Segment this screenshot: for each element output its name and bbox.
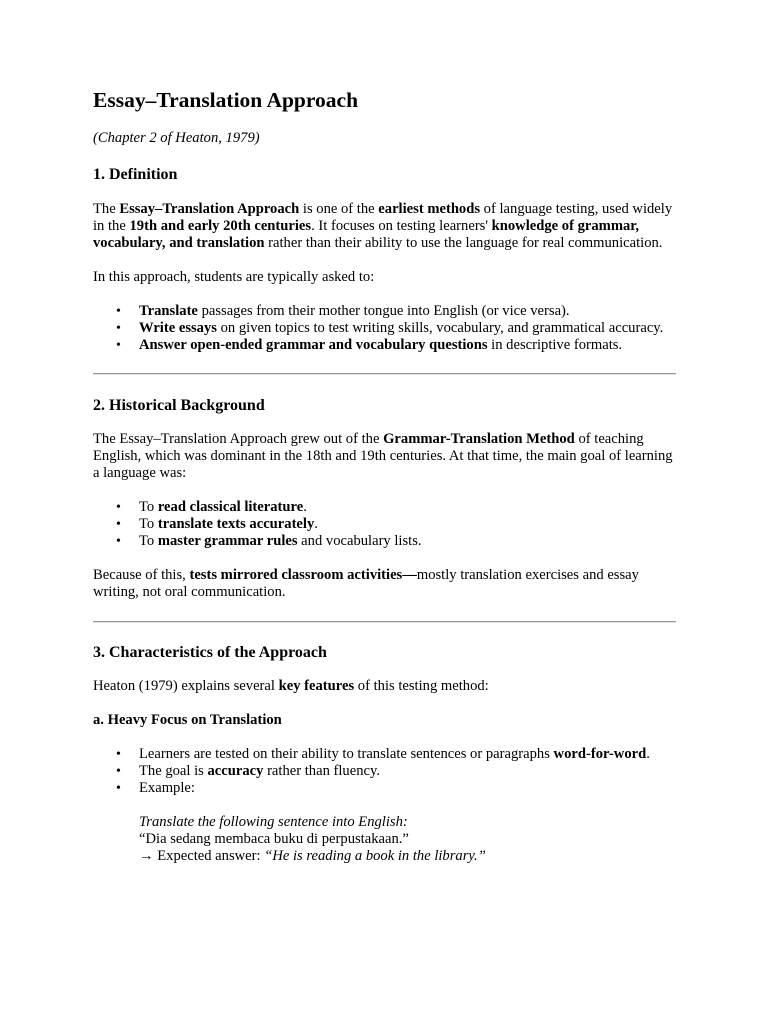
approach-task-list: [93, 303, 678, 354]
example-instruction: Translate the following sentence into English:: [139, 814, 408, 830]
section-characteristics-heading: 3. Characteristics of the Approach: [93, 644, 327, 661]
list-item: • Translate passages from their mother tongue into English (or vice versa).: [139, 303, 678, 320]
list-item: • Answer open-ended grammar and vocabulary questions in descriptive formats.: [139, 337, 678, 354]
list-item: • Learners are tested on their ability to translate sentences or paragraphs word-for-word.: [139, 746, 678, 763]
section-divider: [93, 621, 676, 623]
list-item: • Write essays on given topics to test writing skills, vocabulary, and grammatical accuracy.: [139, 320, 678, 337]
page-title: Essay–Translation Approach: [93, 88, 359, 112]
approach-intro-paragraph: In this approach, students are typically asked to:: [93, 269, 375, 285]
list-item: • To translate texts accurately.: [139, 516, 678, 533]
example-source-sentence: “Dia sedang membaca buku di perpustakaan.”: [139, 831, 409, 847]
document-body: [93, 86, 678, 865]
list-item: • Example:: [139, 780, 678, 797]
list-item: • To read classical literature.: [139, 499, 678, 516]
history-paragraph: The Essay–Translation Approach grew out of the Grammar-Translation Method of teaching English, which was dominant in the 18th and 19th centuries. At that time, the main goal of learning a language was:: [93, 431, 673, 481]
example-expected-answer: → Expected answer: “He is reading a book in the library.”: [139, 848, 486, 864]
characteristics-intro-paragraph: Heaton (1979) explains several key features of this testing method:: [93, 678, 489, 694]
subsection-translation-heading: a. Heavy Focus on Translation: [93, 712, 282, 728]
section-divider: [93, 373, 676, 375]
learning-goals-list: [93, 499, 678, 550]
list-item: • To master grammar rules and vocabulary lists.: [139, 533, 678, 550]
section-history-heading: 2. Historical Background: [93, 397, 265, 414]
section-definition-heading: 1. Definition: [93, 166, 178, 183]
tests-mirrored-paragraph: Because of this, tests mirrored classroom activities—mostly translation exercises and essay writing, not oral communication.: [93, 567, 639, 600]
page-subtitle: (Chapter 2 of Heaton, 1979): [93, 130, 260, 146]
list-item: • The goal is accuracy rather than fluency.: [139, 763, 678, 780]
translation-example: [93, 814, 678, 865]
translation-features-list: [93, 746, 678, 797]
definition-paragraph: The Essay–Translation Approach is one of the earliest methods of language testing, used widely in the 19th and early 20th centuries. It focuses on testing learners' knowledge of grammar, vocabulary, and translation rather than their ability to use the language for real communication.: [93, 201, 673, 251]
